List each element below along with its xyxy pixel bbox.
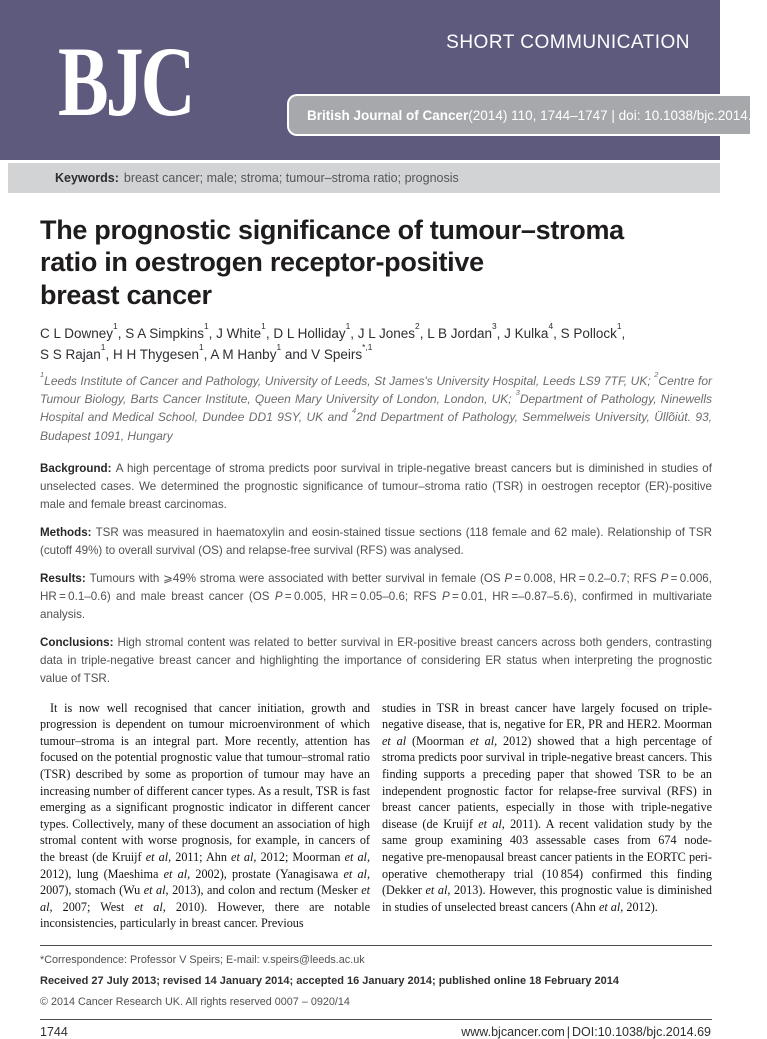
footnote-divider xyxy=(40,945,712,946)
abstract-methods: Methods: TSR was measured in haematoxylin and eosin-stained tissue sections (118 female and 62 male). Relationship of TSR (cutoff 49%) to overall survival (OS) and relapse-free survival (RFS) was analysed. xyxy=(40,525,712,557)
abstract-conclusions: Conclusions: High stromal content was related to better survival in ER-positive breast cancers across both genders, contrasting data in triple-negative breast cancer and highlighting the importance of considering ER status when interpreting the prognostic value of TSR. xyxy=(40,635,712,685)
page-footer xyxy=(40,1025,712,1039)
title-line-1: The prognostic significance of tumour–stroma xyxy=(40,215,624,245)
correspondence-note: *Correspondence: Professor V Speirs; E-mail: v.speirs@leeds.ac.uk xyxy=(40,953,365,966)
author-line-2: S S Rajan$^1$, H H Thygesen$^1$, A M Hanby$^1$ and V Speirs$^{*,1}$ xyxy=(40,341,373,363)
affiliations: $^1$Leeds Institute of Cancer and Pathology, University of Leeds, St James's University Hospital, Leeds LS9 7TF, UK; $^2$Centre for Tumour Biology, Barts Cancer Institute, Queen Mary University of London, London, UK; $^3$Department of Pathology, Ninewells Hospital and Medical School, Dundee DD1 9SY, UK and $^4$2nd Department of Pathology, Semmelweis University, Üllõiút. 93, Budapest 1091, Hungary xyxy=(40,369,713,443)
abstract-background: Background: A high percentage of stroma predicts poor survival in triple-negative breast cancers but is diminished in studies of unselected cases. We determined the prognostic significance of tumour–stroma ratio (TSR) in oestrogen receptor (ER)-positive male and female breast carcinomas. xyxy=(40,461,712,511)
article-title xyxy=(40,214,712,311)
bjc-logo: BJC xyxy=(58,26,193,137)
footer-divider xyxy=(40,1019,712,1020)
title-line-3: breast cancer xyxy=(40,279,212,310)
page-number: 1744 xyxy=(40,1024,68,1039)
keywords-value: breast cancer; male; stroma; tumour–stroma ratio; prognosis xyxy=(123,171,459,185)
footer-links xyxy=(460,1025,712,1039)
footer-separator: | xyxy=(566,1024,570,1039)
author-list xyxy=(40,320,712,366)
body-left-column: It is now well recognised that cancer initiation, growth and progression is dependent on tumour microenvironment of which tumour–stroma is an integral part. More recently, attention has focused on the potential prognostic value that tumour–stromal ratio (TSR) described by some as proportion of tumour may have an increasing number of different cancer types. As a result, TSR is fast emerging as a significant prognostic indicator in different cancer types. Collectively, many of these document an association of high stromal content with worse prognosis, for example, in cancers of the breast (de Kruijf et al, 2011; Ahn et al, 2012; Moorman et al, 2012), lung (Maeshima et al, 2002), prostate (Yanagisawa et al, 2007), stomach (Wu et al, 2013), and colon and rectum (Mesker et al, 2007; West et al, 2010). However, there are notable inconsistencies, particularly in breast cancer. Previous xyxy=(40,700,371,931)
article-content xyxy=(40,196,712,1039)
body-right-column: studies in TSR in breast cancer have largely focused on triple-negative disease, that is, negative for ER, PR and HER2. Moorman et al (Moorman et al, 2012) showed that a high percentage of stroma predicts poor survival in triple-negative breast cancers. This finding supports a preceding paper that showed TSR to be an independent prognostic factor for relapse-free survival (RFS) in breast cancer patients, especially in those with triple-negative disease (de Kruijf et al, 2011). A recent validation study by the same group examining 403 assessable cases from 674 node-negative pre-menopausal breast cancer patients in the EORTC peri-operative chemotherapy trial (10 854) confirmed this finding (Dekker et al, 2013). However, this prognostic value is diminished in studies of unselected breast cancers (Ahn et al, 2012). xyxy=(382,700,712,914)
article-doi: DOI:10.1038/bjc.2014.69 xyxy=(572,1024,711,1039)
keywords-label: Keywords: xyxy=(55,171,119,185)
abstract xyxy=(40,460,712,688)
masthead xyxy=(0,0,720,160)
citation-pill xyxy=(287,94,767,136)
revision-history: Received 27 July 2013; revised 14 January 2014; accepted 16 January 2014; published online 18 February 2014 xyxy=(40,974,620,987)
article-body xyxy=(40,700,712,932)
citation-details: (2014) 110, 1744–1747 | doi: 10.1038/bjc.2014.69 xyxy=(468,107,767,123)
title-line-2: ratio in oestrogen receptor-positive xyxy=(40,247,484,278)
author-line-1: C L Downey$^1$, S A Simpkins$^1$, J White$^1$, D L Holliday$^1$, J L Jones$^2$, L B Jordan$^3$, J Kulka$^4$, S Pollock$^1$, xyxy=(40,320,626,342)
copyright-note: © 2014 Cancer Research UK. All rights reserved 0007 – 0920/14 xyxy=(40,995,350,1008)
journal-website: www.bjcancer.com xyxy=(461,1024,565,1039)
citation-journal-name: British Journal of Cancer xyxy=(307,107,469,123)
article-type-label: SHORT COMMUNICATION xyxy=(446,32,690,53)
abstract-results: Results: Tumours with ⩾49% stroma were associated with better survival in female (OS P = 0.008, HR = 0.2–0.7; RFS P = 0.006, HR = 0.1–0.6) and male breast cancer (OS P = 0.005, HR = 0.05–0.6; RFS P = 0.01, HR =–0.87–5.6), confirmed in multivariate analysis. xyxy=(40,571,712,621)
keywords-bar xyxy=(8,163,720,193)
